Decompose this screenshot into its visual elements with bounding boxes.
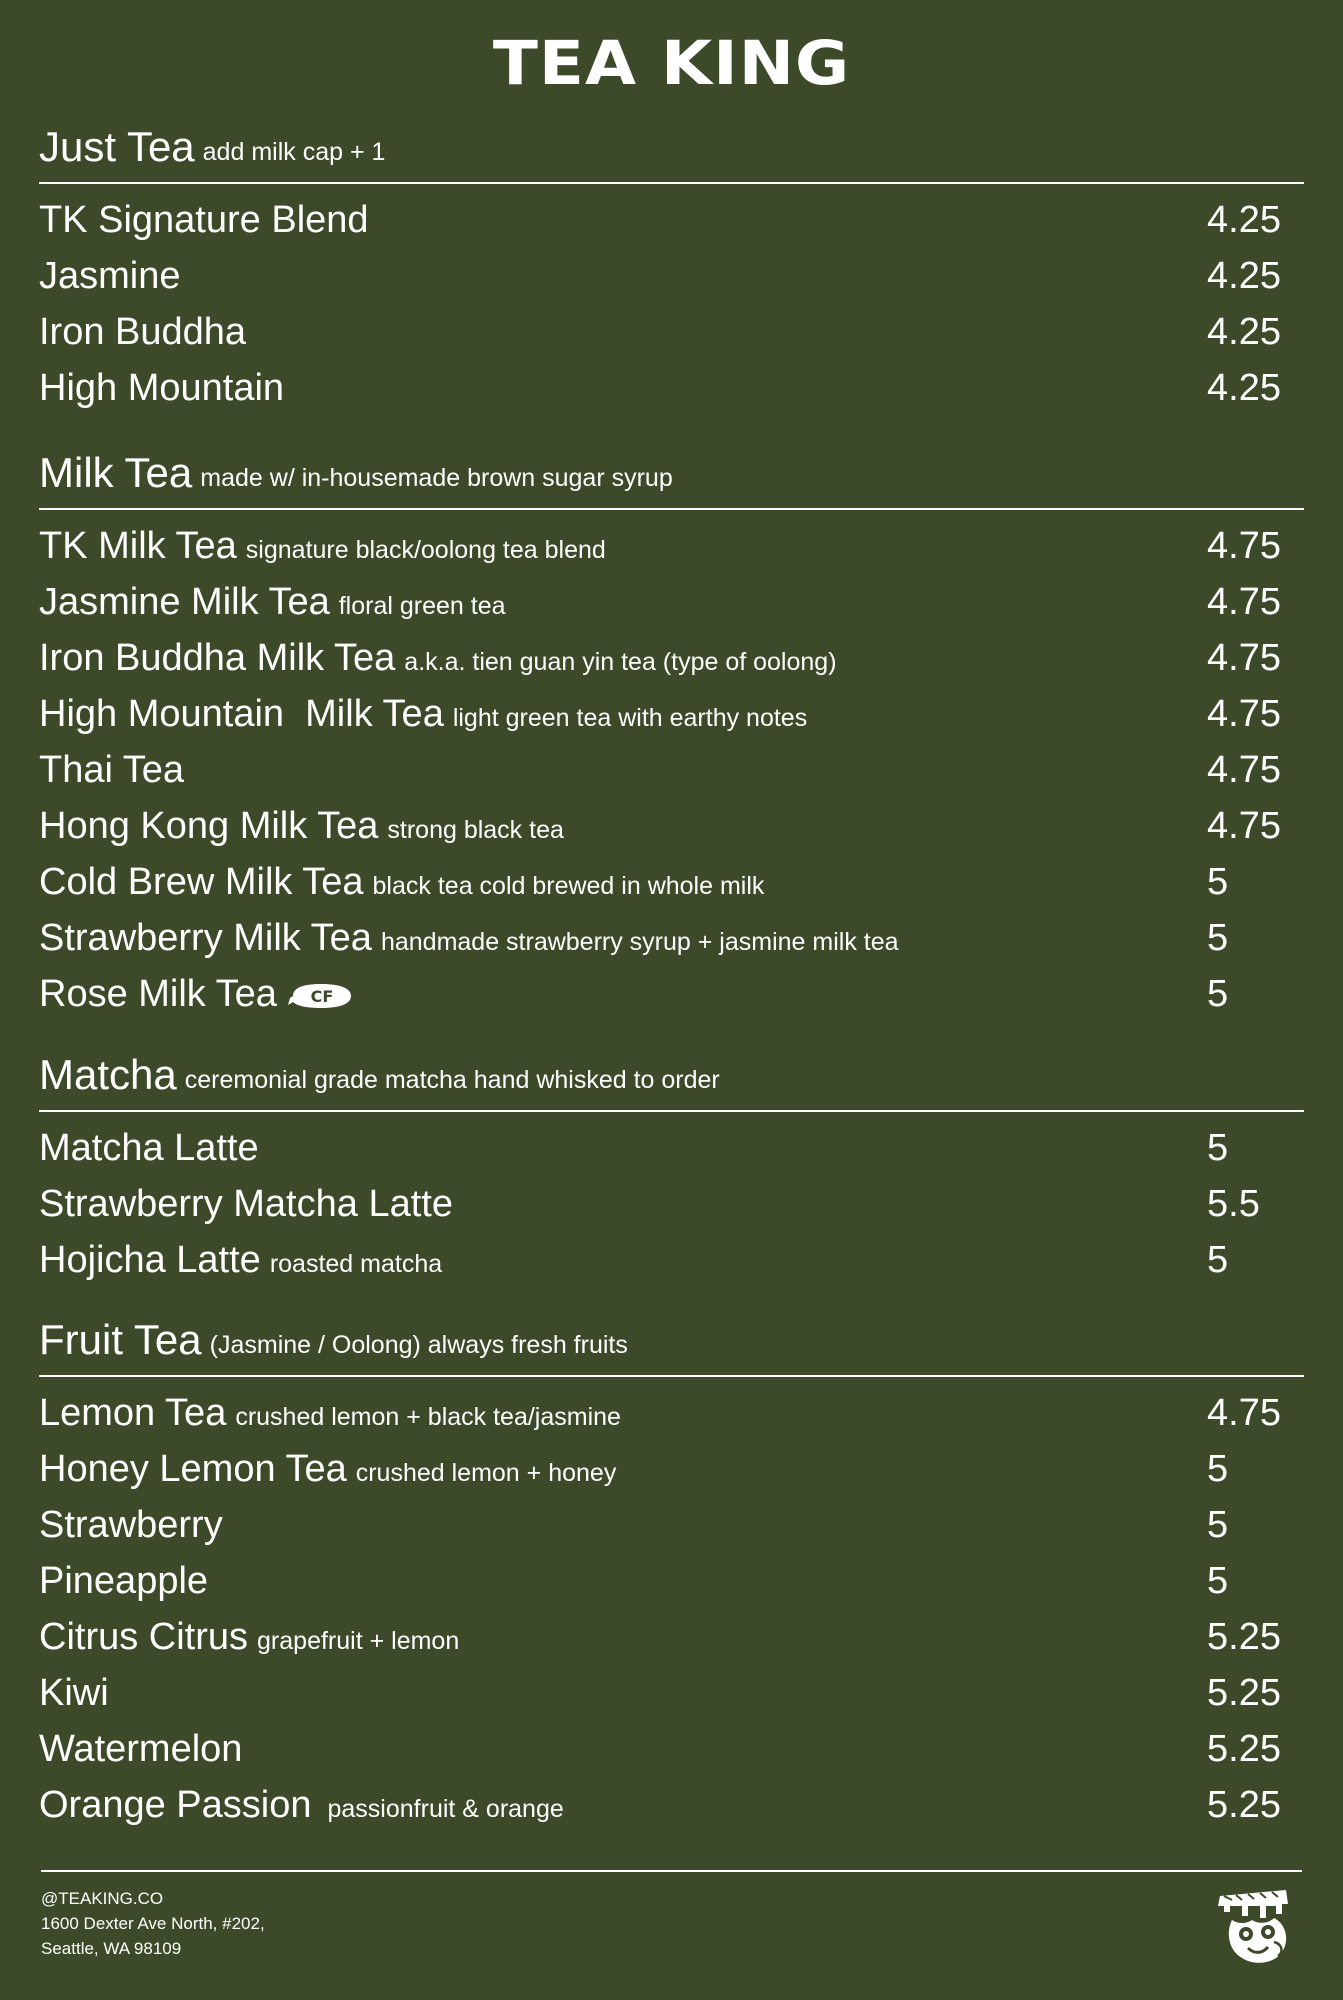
section-header [39, 118, 1304, 170]
item-description: grapefruit + lemon [257, 1627, 460, 1655]
menu-item [39, 360, 1304, 416]
menu-item [39, 798, 1304, 854]
section-divider [39, 508, 1304, 510]
item-price: 4.75 [1207, 525, 1281, 567]
item-name: High Mountain Milk Tea [39, 693, 444, 735]
item-price: 4.75 [1207, 805, 1281, 847]
item-price: 4.75 [1207, 693, 1281, 735]
item-description: roasted matcha [269, 1250, 443, 1278]
item-price: 5 [1207, 1560, 1229, 1602]
menu-item [39, 910, 1304, 966]
menu-item [39, 1176, 1304, 1232]
item-price: 4.25 [1207, 255, 1281, 297]
menu-item [39, 1553, 1304, 1609]
menu-item [39, 1441, 1304, 1497]
footer-divider [41, 1870, 1302, 1872]
section-matcha [39, 1046, 1304, 1288]
item-description: light green tea with earthy notes [452, 704, 808, 732]
menu-item [39, 630, 1304, 686]
section-title: Fruit Tea [39, 1316, 202, 1363]
tea-king-mascot-icon [1212, 1884, 1294, 1968]
item-price: 4.25 [1207, 311, 1281, 353]
item-price: 4.25 [1207, 367, 1281, 409]
section-header [39, 1311, 1304, 1363]
item-price: 5.25 [1207, 1672, 1281, 1714]
item-description: handmade strawberry syrup + jasmine milk tea [380, 928, 899, 956]
item-name: High Mountain [39, 367, 285, 409]
section-divider [39, 1375, 1304, 1377]
section-divider [39, 1110, 1304, 1112]
item-price: 5 [1207, 917, 1229, 959]
item-price: 5.5 [1207, 1183, 1260, 1225]
item-description: a.k.a. tien guan yin tea (type of oolong) [404, 648, 837, 676]
item-description: passionfruit & orange [327, 1795, 564, 1823]
item-description: strong black tea [387, 816, 564, 844]
menu-item [39, 1665, 1304, 1721]
menu-item [39, 854, 1304, 910]
item-price: 4.75 [1207, 637, 1281, 679]
section-note: add milk cap + 1 [202, 138, 386, 166]
item-name: TK Milk Tea [39, 525, 237, 567]
menu-item [39, 248, 1304, 304]
item-name: Strawberry Milk Tea [39, 917, 372, 959]
item-price: 5 [1207, 1127, 1229, 1169]
section-note: made w/ in-housemade brown sugar syrup [200, 464, 673, 492]
cf-badge-icon [287, 981, 355, 1011]
item-description: crushed lemon + honey [355, 1459, 617, 1487]
item-price: 5.25 [1207, 1728, 1281, 1770]
item-description: black tea cold brewed in whole milk [372, 872, 765, 900]
menu-item [39, 1120, 1304, 1176]
item-name: Lemon Tea [39, 1392, 227, 1434]
item-name: Thai Tea [39, 749, 185, 791]
menu-item [39, 574, 1304, 630]
item-name: TK Signature Blend [39, 199, 369, 241]
item-name: Jasmine Milk Tea [39, 581, 330, 623]
item-name: Iron Buddha [39, 311, 247, 353]
item-price: 5.25 [1207, 1616, 1281, 1658]
item-price: 5 [1207, 1448, 1229, 1490]
menu-item [39, 1497, 1304, 1553]
menu-item [39, 518, 1304, 574]
menu-item [39, 304, 1304, 360]
address-line-2: Seattle, WA 98109 [41, 1939, 182, 1958]
menu-item [39, 1609, 1304, 1665]
item-name: Rose Milk Tea [39, 973, 277, 1015]
item-name: Cold Brew Milk Tea [39, 861, 364, 903]
section-header [39, 444, 1304, 496]
item-price: 5 [1207, 1239, 1229, 1281]
item-name: Citrus Citrus [39, 1616, 249, 1658]
section-just-tea [39, 118, 1304, 416]
item-price: 5 [1207, 861, 1229, 903]
item-name: Iron Buddha Milk Tea [39, 637, 396, 679]
item-price: 5 [1207, 973, 1229, 1015]
footer-info [41, 1886, 265, 1961]
item-name: Strawberry Matcha Latte [39, 1183, 453, 1225]
menu-item [39, 1721, 1304, 1777]
address-line-1: 1600 Dexter Ave North, #202, [41, 1914, 265, 1933]
item-price: 4.75 [1207, 1392, 1281, 1434]
section-divider [39, 182, 1304, 184]
menu-item [39, 742, 1304, 798]
section-header [39, 1046, 1304, 1098]
section-title: Matcha [39, 1051, 177, 1098]
item-description: crushed lemon + black tea/jasmine [235, 1403, 621, 1431]
menu-item [39, 1777, 1304, 1833]
cf-badge-text: CF [310, 987, 334, 1006]
item-price: 4.25 [1207, 199, 1281, 241]
section-note: (Jasmine / Oolong) always fresh fruits [209, 1331, 628, 1359]
item-name: Kiwi [39, 1672, 109, 1714]
menu-item [39, 1232, 1304, 1288]
item-price: 4.75 [1207, 581, 1281, 623]
item-name: Orange Passion [39, 1784, 312, 1826]
item-price: 4.75 [1207, 749, 1281, 791]
section-title: Just Tea [39, 123, 195, 170]
menu-item [39, 686, 1304, 742]
section-fruit-tea [39, 1311, 1304, 1833]
item-name: Hojicha Latte [39, 1239, 261, 1281]
item-description: floral green tea [338, 592, 506, 620]
item-name: Strawberry [39, 1504, 223, 1546]
social-handle: @TEAKING.CO [41, 1889, 164, 1908]
item-name: Hong Kong Milk Tea [39, 805, 379, 847]
menu-item [39, 966, 1304, 1022]
item-price: 5.25 [1207, 1784, 1281, 1826]
section-title: Milk Tea [39, 449, 193, 496]
menu-item [39, 192, 1304, 248]
brand-title: TEA KING [492, 28, 851, 99]
section-milk-tea [39, 444, 1304, 1022]
menu-item [39, 1385, 1304, 1441]
item-price: 5 [1207, 1504, 1229, 1546]
item-name: Honey Lemon Tea [39, 1448, 347, 1490]
item-name: Matcha Latte [39, 1127, 259, 1169]
item-name: Jasmine [39, 255, 181, 297]
item-name: Pineapple [39, 1560, 209, 1602]
item-name: Watermelon [39, 1728, 243, 1770]
item-description: signature black/oolong tea blend [245, 536, 606, 564]
section-note: ceremonial grade matcha hand whisked to order [184, 1066, 720, 1094]
